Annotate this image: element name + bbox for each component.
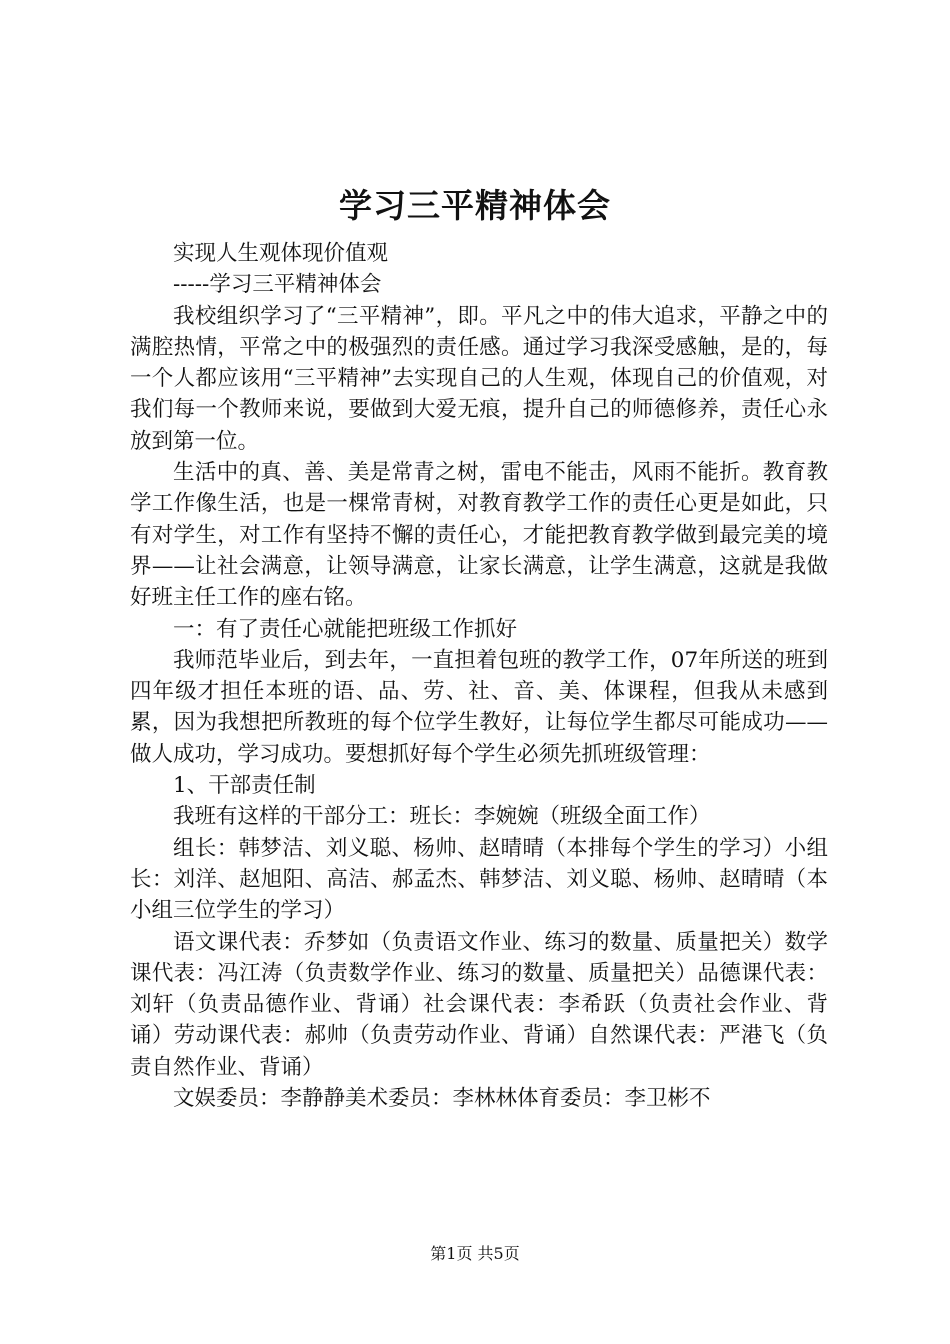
body-paragraph: 我师范毕业后，到去年，一直担着包班的教学工作，07年所送的班到四年级才担任本班的语、品、劳、社、音、美、体课程，但我从未感到累，因为我想把所教班的每个位学生教好，让每位学生都尽可能成功——做人成功，学习成功。要想抓好每个学生必须先抓班级管理： xyxy=(130,647,828,767)
page-footer: 第1页 共5页 xyxy=(430,1244,520,1263)
body-paragraph: 我班有这样的干部分工：班长：李婉婉（班级全面工作） xyxy=(173,804,711,830)
document-body xyxy=(130,238,828,1114)
body-paragraph: 生活中的真、善、美是常青之树，雷电不能击，风雨不能折。教育教学工作像生活，也是一棵常青树，对教育教学工作的责任心更是如此，只有对学生，对工作有坚持不懈的责任心，才能把教育教学做到最完美的境界——让社会满意，让领导满意，让家长满意，让学生满意，这就是我做好班主任工作的座右铭。 xyxy=(130,460,828,611)
document-title: 学习三平精神体会 xyxy=(339,186,611,225)
section-heading: 一：有了责任心就能把班级工作抓好 xyxy=(173,616,518,642)
sub-heading: 1、干部责任制 xyxy=(173,773,316,799)
body-paragraph: 我校组织学习了“三平精神”，即。平凡之中的伟大追求，平静之中的满腔热情，平常之中的极强烈的责任感。通过学习我深受感触，是的，每一个人都应该用“三平精神”去实现自己的人生观，体现自己的价值观，对我们每一个教师来说，要做到大爱无痕，提升自己的师德修养，责任心永放到第一位。 xyxy=(130,303,828,454)
subtitle-line: 实现人生观体现价值观 xyxy=(173,241,389,266)
body-paragraph: 语文课代表：乔梦如（负责语文作业、练习的数量、质量把关）数学课代表：冯江涛（负责数学作业、练习的数量、质量把关）品德课代表：刘轩（负责品德作业、背诵）社会课代表：李希跃（负责社会作业、背诵）劳动课代表：郝帅（负责劳动作业、背诵）自然课代表：严港飞（负责自然作业、背诵） xyxy=(130,929,828,1080)
body-paragraph: 组长：韩梦洁、刘义聪、杨帅、赵晴晴（本排每个学生的学习）小组长：刘洋、赵旭阳、高洁、郝孟杰、韩梦洁、刘义聪、杨帅、赵晴晴（本小组三位学生的学习） xyxy=(130,835,828,924)
body-paragraph: 文娱委员：李静静美术委员：李林林体育委员：李卫彬不 xyxy=(173,1086,711,1112)
subtitle-subline: -----学习三平精神体会 xyxy=(173,272,382,298)
